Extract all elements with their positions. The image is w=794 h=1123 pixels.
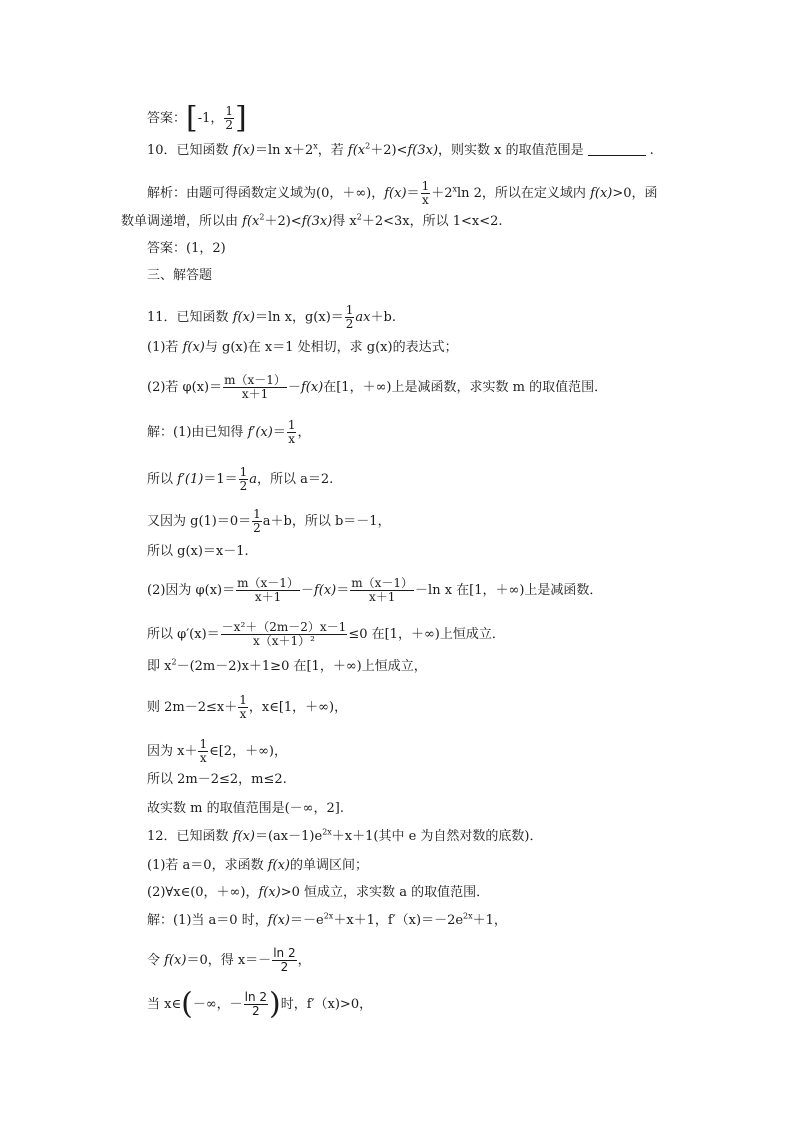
analysis-10-line2: 数单调递增，所以由 $f(x^2+2)<f(3x)$得 $x^2+2<3x$，所以 1<x<2. bbox=[121, 212, 503, 229]
question-11: 11．已知函数 f(x)＝ln x，g(x)＝ $\frac{1}{2}$ ax＋b. bbox=[147, 303, 396, 331]
solution-11-line10: 所以 2m－2≤2，m≤2. bbox=[147, 772, 287, 787]
solution-11-line5: (2)因为 φ(x)＝ $\frac{m(x-1)}{x+1}$ －f(x)＝ $\frac{m(x-1)}{x+1}$ －ln x 在[1，＋∞)上是减函数． bbox=[147, 576, 603, 604]
solution-11-line9: 因为 x＋ $\frac{1}{x}$ ∈[2，＋∞)， bbox=[147, 737, 287, 765]
solution-11-line3: 又因为 g(1)＝0＝ $\frac{1}{2}$ a＋b，所以 b＝－1， bbox=[147, 507, 391, 535]
question-11-part1: (1)若 f(x)与 g(x)在 x＝1 处相切，求 g(x)的表达式； bbox=[147, 340, 458, 355]
question-12-part1: (1)若 a＝0，求函数 f(x)的单调区间； bbox=[147, 858, 369, 873]
solution-11-line11: 故实数 m 的取值范围是(－∞，2]. bbox=[147, 801, 344, 816]
solution-11-line6: 所以 φ′(x)＝ $\frac{\text{－x²＋（2m－2）x－1}}{\text{x（x＋1）²}}$ ≤0 在[1，＋∞)上恒成立． bbox=[147, 620, 505, 648]
question-12-part2: (2)∀x∈(0，＋∞)，f(x)>0 恒成立，求实数 a 的取值范围． bbox=[147, 885, 490, 900]
solution-12-line1: 解：(1)当 a＝0 时，$f(x)=-e^{2x}+x+1$，$f'(x)=-2e^{2x}+1$， bbox=[147, 911, 507, 928]
analysis-10-line1: 解析：由题可得函数定义域为(0，＋∞)，f(x)＝ $\frac{1}{x}$ $+2^x\ln$ 2，所以在定义域内 f(x)>0，函 bbox=[147, 179, 658, 207]
question-12: 12．已知函数 $f(x)=(ax-1)e^{2x}+x+1$(其中 e 为自然对数的底数)． bbox=[147, 827, 543, 844]
question-10: 10．已知函数 f(x)＝ln $x+2^x$，若 $f(x^2+2)<f(3x)$，则实数 x 的取值范围是 . bbox=[147, 141, 654, 158]
solution-12-line3: 当 x∈(－∞，－ $\frac{\ln 2}{2}$ )时，f′（x)>0， bbox=[147, 986, 373, 1022]
solution-11-line2: 所以 f′(1)＝1＝ $\frac{1}{2}$ a，所以 a＝2. bbox=[147, 465, 334, 493]
solution-12-line2: 令 f(x)＝0，得 x＝－ $\frac{\ln 2}{2}$ ， bbox=[147, 946, 311, 974]
answer-blank bbox=[588, 155, 646, 156]
solution-11-line7: 即 $x^2-(2m-2)x+1\ge 0$ 在[1，＋∞)上恒成立， bbox=[147, 657, 427, 674]
answer-9: 答案：[-1， $\frac{1}{2}$ ] bbox=[147, 100, 247, 136]
solution-11-line8: 则 2m－2≤x＋ $\frac{1}{x}$ ，x∈[1，＋∞)， bbox=[147, 693, 348, 721]
section-heading: 三、解答题 bbox=[147, 268, 213, 283]
question-11-part2: (2)若 φ(x)＝ $\frac{m(x-1)}{x+1}$ －f(x)在[1，＋∞)上是减函数，求实数 m 的取值范围． bbox=[147, 373, 608, 401]
answer-10: 答案：(1，2) bbox=[147, 241, 226, 256]
solution-11-line4: 所以 g(x)＝x－1. bbox=[147, 544, 249, 559]
solution-11-line1: 解：(1)由已知得 f′(x)＝ $\frac{1}{x}$ ， bbox=[147, 418, 311, 446]
